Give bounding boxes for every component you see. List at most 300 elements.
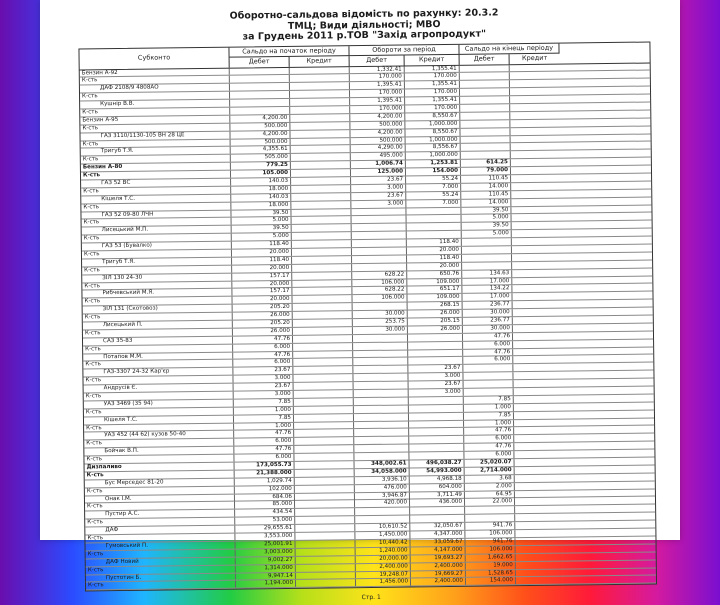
cell-subconto: Бензин А-80 <box>81 163 231 172</box>
cell-closing-debit: 1.000 <box>464 420 514 428</box>
cell-turnover-debit: 106.000 <box>352 295 407 303</box>
cell-opening-debit: 6.000 <box>233 344 293 352</box>
cell-subconto: К-сть <box>81 186 231 195</box>
cell-opening-debit <box>230 75 290 83</box>
cell-opening-debit: 20.000 <box>232 280 292 288</box>
cell-opening-credit <box>292 288 352 296</box>
cell-turnover-debit: 170.000 <box>350 105 405 113</box>
cell-turnover-credit <box>407 223 462 231</box>
cell-turnover-credit: 23.67 <box>409 381 464 389</box>
cell-closing-debit: 6.000 <box>463 341 513 349</box>
cell-closing-credit <box>511 151 561 159</box>
cell-closing-credit <box>510 119 560 127</box>
cell-closing-debit: 5.000 <box>462 230 512 238</box>
cell-closing-credit <box>511 135 561 143</box>
cell-opening-debit <box>230 99 290 107</box>
cell-opening-debit: 500.000 <box>231 138 291 146</box>
cell-opening-debit: 23.67 <box>233 367 293 375</box>
cell-turnover-debit: 20,000.00 <box>356 555 411 563</box>
cell-closing-debit <box>460 104 510 112</box>
cell-turnover-credit: 170.000 <box>405 89 460 97</box>
cell-opening-credit <box>293 374 353 382</box>
cell-subconto: Пустотин Б. <box>86 573 236 582</box>
cell-opening-credit <box>296 548 356 556</box>
cell-closing-credit <box>515 474 565 482</box>
cell-closing-credit <box>514 395 564 403</box>
cell-closing-debit: 39.50 <box>462 223 512 231</box>
cell-opening-debit: 434.54 <box>235 509 295 517</box>
cell-closing-credit <box>512 214 562 222</box>
cell-opening-debit: 20.000 <box>232 265 292 273</box>
cell-closing-debit: 2,714.000 <box>465 467 515 475</box>
cell-turnover-debit <box>354 453 409 461</box>
cell-opening-debit: 500.000 <box>230 123 290 131</box>
cell-turnover-credit: 118.40 <box>407 255 462 263</box>
cell-closing-credit <box>513 364 563 372</box>
cell-closing-debit: 110.45 <box>461 191 511 199</box>
cell-opening-debit: 1,314.000 <box>236 564 296 572</box>
cell-closing-credit <box>510 64 560 72</box>
cell-turnover-debit: 348,002.61 <box>355 461 410 469</box>
cell-opening-debit: 7.85 <box>234 415 294 423</box>
cell-turnover-debit: 628.22 <box>352 287 407 295</box>
cell-turnover-credit <box>409 428 464 436</box>
cell-opening-debit: 3,003.000 <box>236 549 296 557</box>
cell-opening-debit <box>230 67 290 75</box>
cell-opening-credit <box>295 477 355 485</box>
cell-turnover-debit <box>352 232 407 240</box>
cell-closing-credit <box>514 411 564 419</box>
cell-closing-credit <box>511 175 561 183</box>
cell-opening-debit: 6.000 <box>233 359 293 367</box>
cell-closing-debit: 941.76 <box>465 522 515 530</box>
cell-turnover-debit: 628.22 <box>352 271 407 279</box>
cell-turnover-debit <box>354 389 409 397</box>
cell-closing-debit: 25,020.07 <box>465 459 515 467</box>
cell-turnover-debit: 500.000 <box>351 137 406 145</box>
cell-closing-debit: 1.000 <box>464 404 514 412</box>
cell-opening-debit: 18.000 <box>231 202 291 210</box>
cell-opening-credit <box>294 445 354 453</box>
cell-turnover-debit: 3,946.87 <box>355 492 410 500</box>
cell-turnover-debit: 1,395.41 <box>350 82 405 90</box>
cell-turnover-credit <box>409 405 464 413</box>
header-closing-balance: Сальдо на кінець періоду <box>459 43 559 55</box>
cell-closing-debit: 47.76 <box>464 443 514 451</box>
cell-closing-credit <box>511 182 561 190</box>
cell-turnover-debit <box>353 303 408 311</box>
cell-closing-credit <box>514 443 564 451</box>
cell-subconto: УАЗ 3469 (35 94) <box>84 400 234 409</box>
cell-turnover-credit: 109.000 <box>407 278 462 286</box>
cell-closing-debit <box>464 388 514 396</box>
cell-closing-credit <box>514 427 564 435</box>
cell-opening-credit <box>290 82 350 90</box>
cell-closing-debit <box>460 73 510 81</box>
cell-turnover-credit: 170.000 <box>405 105 460 113</box>
cell-opening-credit <box>295 516 355 524</box>
cell-closing-debit: 64.95 <box>465 491 515 499</box>
cell-opening-debit: 23.67 <box>234 383 294 391</box>
cell-opening-credit <box>292 224 352 232</box>
cell-turnover-credit <box>410 507 465 515</box>
cell-opening-debit: 3,553.000 <box>235 533 295 541</box>
cell-closing-debit <box>461 136 511 144</box>
cell-closing-debit <box>460 112 510 120</box>
cell-opening-credit <box>293 303 353 311</box>
cell-closing-debit <box>461 152 511 160</box>
cell-subconto: ДАФ 2108/9 4808АО <box>80 84 230 93</box>
cell-subconto: К-сть <box>84 455 234 464</box>
cell-subconto: Онак І.М. <box>85 494 235 503</box>
cell-turnover-credit: 55.24 <box>406 176 461 184</box>
cell-subconto: К-сть <box>84 439 234 448</box>
cell-opening-debit: 47.76 <box>233 351 293 359</box>
cell-opening-credit <box>294 398 354 406</box>
cell-closing-debit <box>462 254 512 262</box>
cell-closing-debit: 3.68 <box>465 475 515 483</box>
cell-closing-debit <box>465 507 515 515</box>
cell-subconto: К-сть <box>85 534 235 543</box>
cell-subconto: Тригуб Т.Я. <box>82 258 232 267</box>
cell-opening-debit: 47.76 <box>234 430 294 438</box>
header-opening-balance: Сальдо на початок періоду <box>229 46 349 58</box>
cell-subconto: Пустир А.С. <box>85 510 235 519</box>
cell-opening-credit <box>293 311 353 319</box>
cell-subconto: Бойчак В.П. <box>84 447 234 456</box>
cell-subconto: К-сть <box>84 407 234 416</box>
cell-closing-debit: 6.000 <box>463 357 513 365</box>
cell-opening-credit <box>291 146 351 154</box>
cell-turnover-credit: 8,556.67 <box>406 144 461 152</box>
cell-opening-credit <box>295 524 355 532</box>
cell-closing-debit: 7.85 <box>464 412 514 420</box>
cell-turnover-debit: 4,290.00 <box>351 145 406 153</box>
cell-opening-credit <box>293 367 353 375</box>
cell-closing-debit <box>462 238 512 246</box>
cell-closing-debit: 7.85 <box>464 396 514 404</box>
cell-closing-credit <box>511 190 561 198</box>
cell-closing-credit <box>513 340 563 348</box>
cell-closing-debit <box>460 120 510 128</box>
cell-turnover-credit: 604.000 <box>410 484 465 492</box>
cell-turnover-credit: 1,000.000 <box>406 136 461 144</box>
cell-opening-credit <box>291 138 351 146</box>
cell-closing-credit <box>515 467 565 475</box>
cell-opening-credit <box>294 382 354 390</box>
cell-opening-credit <box>293 327 353 335</box>
cell-closing-debit: 110.45 <box>461 175 511 183</box>
cell-closing-credit <box>510 72 560 80</box>
cell-turnover-debit: 10,610.52 <box>355 524 410 532</box>
cell-subconto: К-сть <box>83 329 233 338</box>
cell-turnover-debit <box>355 516 410 524</box>
cell-closing-credit <box>512 293 562 301</box>
cell-subconto: К-сть <box>80 123 230 132</box>
cell-turnover-debit <box>353 358 408 366</box>
cell-turnover-credit <box>409 436 464 444</box>
header-closing-credit: Кредит <box>521 53 548 63</box>
cell-opening-debit: 173,055.73 <box>235 462 295 470</box>
cell-turnover-debit <box>351 208 406 216</box>
cell-subconto: К-сть <box>85 502 235 511</box>
cell-closing-credit <box>510 88 560 96</box>
cell-turnover-credit <box>409 420 464 428</box>
cell-turnover-debit <box>352 240 407 248</box>
cell-turnover-credit <box>408 357 463 365</box>
cell-subconto: К-сть <box>85 518 235 527</box>
cell-subconto: К-сть <box>85 471 235 480</box>
cell-turnover-credit: 1,355.41 <box>405 65 460 73</box>
cell-subconto: К-сть <box>83 297 233 306</box>
cell-subconto: К-сть <box>83 360 233 369</box>
cell-opening-debit: 85.000 <box>235 501 295 509</box>
cell-closing-credit <box>511 143 561 151</box>
cell-subconto: ГАЗ-3307 24-32 Кар'єр <box>83 368 233 377</box>
cell-turnover-debit <box>352 263 407 271</box>
cell-turnover-debit: 1,450.000 <box>355 532 410 540</box>
cell-closing-debit: 47.76 <box>463 349 513 357</box>
cell-subconto: Тригуб Т.Я. <box>81 147 231 156</box>
cell-turnover-credit: 19,669.27 <box>411 570 466 578</box>
cell-turnover-debit <box>354 421 409 429</box>
cell-turnover-debit: 170.000 <box>350 90 405 98</box>
cell-turnover-credit <box>406 207 461 215</box>
header-turnover-debit: Дебет <box>350 56 405 66</box>
cell-opening-credit <box>295 540 355 548</box>
header-closing-debit: Дебет <box>460 54 510 64</box>
cell-opening-credit <box>294 422 354 430</box>
cell-turnover-credit: 32,050.67 <box>410 523 465 531</box>
cell-opening-credit <box>295 532 355 540</box>
cell-subconto: ГАЗ 52 09-80 ЛЧН <box>81 210 231 219</box>
cell-closing-credit <box>510 111 560 119</box>
cell-closing-credit <box>511 198 561 206</box>
cell-turnover-debit: 4,200.00 <box>350 113 405 121</box>
cell-turnover-credit <box>407 215 462 223</box>
cell-opening-credit <box>291 185 351 193</box>
cell-opening-credit <box>291 201 351 209</box>
cell-turnover-debit: 23.67 <box>351 192 406 200</box>
cell-opening-debit: 1.000 <box>234 422 294 430</box>
cell-turnover-debit: 30.000 <box>353 326 408 334</box>
cell-opening-debit: 102.000 <box>235 486 295 494</box>
cell-subconto: ГАЗ 53 (Бувалко) <box>82 242 232 251</box>
cell-subconto: К-сть <box>83 376 233 385</box>
cell-turnover-credit: 7.000 <box>406 184 461 192</box>
cell-closing-debit <box>465 514 515 522</box>
cell-turnover-credit <box>407 231 462 239</box>
cell-subconto: К-сть <box>80 92 230 101</box>
cell-opening-debit: 9,947.14 <box>236 572 296 580</box>
cell-opening-credit <box>290 75 350 83</box>
cell-turnover-debit <box>354 382 409 390</box>
cell-turnover-debit: 170.000 <box>350 74 405 82</box>
cell-turnover-debit: 10,440.42 <box>355 539 410 547</box>
cell-turnover-credit: 1,000.000 <box>406 152 461 160</box>
cell-turnover-debit: 495.000 <box>351 153 406 161</box>
cell-opening-debit: 205.20 <box>233 304 293 312</box>
cell-turnover-debit <box>353 342 408 350</box>
cell-subconto: К-сть <box>80 108 230 117</box>
cell-turnover-debit: 1,456.000 <box>356 579 411 587</box>
cell-turnover-credit: 109.000 <box>407 294 462 302</box>
header-opening-debit: Дебет <box>230 57 290 67</box>
cell-opening-credit <box>291 161 351 169</box>
cell-closing-credit <box>515 530 565 538</box>
cell-closing-credit <box>512 238 562 246</box>
cell-closing-credit <box>512 222 562 230</box>
cell-opening-debit <box>230 91 290 99</box>
cell-subconto: Бус Мерседес 81-20 <box>85 478 235 487</box>
cell-turnover-debit: 1,240.000 <box>356 547 411 555</box>
cell-closing-credit <box>510 104 560 112</box>
cell-turnover-credit: 23.67 <box>408 365 463 373</box>
cell-closing-debit: 22.000 <box>465 499 515 507</box>
cell-turnover-credit: 496,038.27 <box>410 460 465 468</box>
cell-subconto: Кушнір В.В. <box>80 100 230 109</box>
cell-turnover-debit: 500.000 <box>350 121 405 129</box>
cell-opening-debit: 6.000 <box>234 454 294 462</box>
cell-opening-debit: 4,200.00 <box>230 115 290 123</box>
header-turnover-credit: Кредит <box>405 55 460 65</box>
cell-opening-debit: 779.25 <box>231 162 291 170</box>
cell-turnover-credit: 3.000 <box>409 389 464 397</box>
cell-closing-debit: 47.76 <box>463 333 513 341</box>
cell-closing-debit: 941.76 <box>465 538 515 546</box>
cell-turnover-debit <box>354 429 409 437</box>
cell-subconto: Потапов М.М. <box>83 352 233 361</box>
cell-closing-credit <box>513 301 563 309</box>
cell-opening-debit: 53.000 <box>235 517 295 525</box>
cell-opening-debit <box>230 107 290 115</box>
cell-opening-credit <box>294 414 354 422</box>
cell-turnover-debit <box>353 350 408 358</box>
cell-opening-debit: 5.000 <box>232 217 292 225</box>
document-page <box>40 0 680 602</box>
cell-turnover-credit <box>409 452 464 460</box>
cell-closing-debit: 154.000 <box>466 578 516 586</box>
cell-opening-credit <box>293 359 353 367</box>
cell-closing-debit: 39.50 <box>461 207 511 215</box>
cell-opening-credit <box>293 343 353 351</box>
cell-turnover-credit: 1,355.41 <box>405 81 460 89</box>
cell-closing-credit <box>512 230 562 238</box>
cell-opening-debit: 684.06 <box>235 493 295 501</box>
cell-closing-credit <box>515 498 565 506</box>
document-subtitle: ТМЦ; Види діяльності; МВО <box>287 18 441 32</box>
cell-turnover-credit <box>409 397 464 405</box>
cell-opening-debit: 4,355.61 <box>231 146 291 154</box>
cell-turnover-debit <box>353 334 408 342</box>
cell-turnover-debit <box>354 405 409 413</box>
cell-opening-credit <box>291 209 351 217</box>
document-body <box>78 7 657 605</box>
cell-closing-debit: 6.000 <box>464 451 514 459</box>
cell-closing-credit <box>516 561 566 569</box>
cell-closing-credit <box>515 538 565 546</box>
cell-opening-credit <box>292 264 352 272</box>
cell-subconto: К-сть <box>83 313 233 322</box>
cell-closing-credit <box>510 80 560 88</box>
cell-opening-credit <box>294 453 354 461</box>
cell-turnover-debit: 2,400.000 <box>356 563 411 571</box>
cell-closing-credit <box>511 159 561 167</box>
cell-turnover-credit <box>408 341 463 349</box>
cell-closing-debit <box>460 81 510 89</box>
page-number: Стр. 1 <box>361 594 381 602</box>
cell-subconto: К-сть <box>84 423 234 432</box>
cell-turnover-debit <box>352 247 407 255</box>
cell-turnover-credit: 54,993.000 <box>410 468 465 476</box>
cell-turnover-credit <box>409 444 464 452</box>
cell-opening-credit <box>296 572 356 580</box>
cell-closing-debit <box>463 365 513 373</box>
cell-turnover-credit: 7.000 <box>406 199 461 207</box>
cell-opening-credit <box>295 493 355 501</box>
cell-turnover-credit: 4,147.000 <box>411 547 466 555</box>
cell-opening-credit <box>292 232 352 240</box>
cell-turnover-debit: 106.000 <box>352 279 407 287</box>
cell-opening-credit <box>290 106 350 114</box>
cell-turnover-credit: 436.000 <box>410 499 465 507</box>
cell-closing-credit <box>512 253 562 261</box>
cell-opening-debit: 1,029.74 <box>235 478 295 486</box>
cell-turnover-debit: 1,006.74 <box>351 161 406 169</box>
cell-closing-debit: 19.000 <box>466 562 516 570</box>
cell-opening-debit: 20.000 <box>232 249 292 257</box>
cell-subconto: Рибчевський М.Я. <box>82 289 232 298</box>
cell-turnover-debit <box>355 508 410 516</box>
cell-subconto: К-сть <box>82 265 232 274</box>
cell-turnover-debit: 3.000 <box>351 200 406 208</box>
cell-opening-debit: 39.50 <box>232 225 292 233</box>
cell-closing-credit <box>510 96 560 104</box>
cell-opening-debit: 5.000 <box>232 233 292 241</box>
cell-subconto: К-сть <box>82 234 232 243</box>
cell-turnover-credit: 4,968.18 <box>410 476 465 484</box>
cell-closing-credit <box>511 206 561 214</box>
cell-closing-debit <box>462 262 512 270</box>
cell-closing-credit <box>513 332 563 340</box>
cell-subconto: УАЗ 452 (44 62) кузов 50-40 <box>84 431 234 440</box>
cell-turnover-credit <box>409 412 464 420</box>
cell-closing-debit <box>462 246 512 254</box>
cell-closing-credit <box>513 309 563 317</box>
cell-closing-debit: 1,662.65 <box>466 554 516 562</box>
cell-subconto: К-сть <box>85 486 235 495</box>
cell-turnover-debit: 125.000 <box>351 169 406 177</box>
cell-turnover-debit: 476.000 <box>355 484 410 492</box>
cell-closing-debit: 6.000 <box>464 436 514 444</box>
cell-turnover-credit: 20.000 <box>407 263 462 271</box>
cell-opening-credit <box>290 90 350 98</box>
cell-opening-credit <box>291 169 351 177</box>
cell-opening-debit: 39.50 <box>231 209 291 217</box>
cell-turnover-credit: 154.000 <box>406 168 461 176</box>
cell-turnover-debit: 3,936.10 <box>355 476 410 484</box>
cell-closing-credit <box>514 380 564 388</box>
table-body <box>79 63 657 592</box>
cell-opening-debit: 505.000 <box>231 154 291 162</box>
cell-opening-credit <box>292 217 352 225</box>
cell-opening-debit: 26.000 <box>233 328 293 336</box>
cell-turnover-credit: 20.000 <box>407 247 462 255</box>
cell-opening-credit <box>294 406 354 414</box>
cell-opening-debit: 21,388.000 <box>235 470 295 478</box>
cell-subconto: ДАФ Новий <box>86 557 236 566</box>
cell-subconto: Андрусів Є. <box>84 384 234 393</box>
